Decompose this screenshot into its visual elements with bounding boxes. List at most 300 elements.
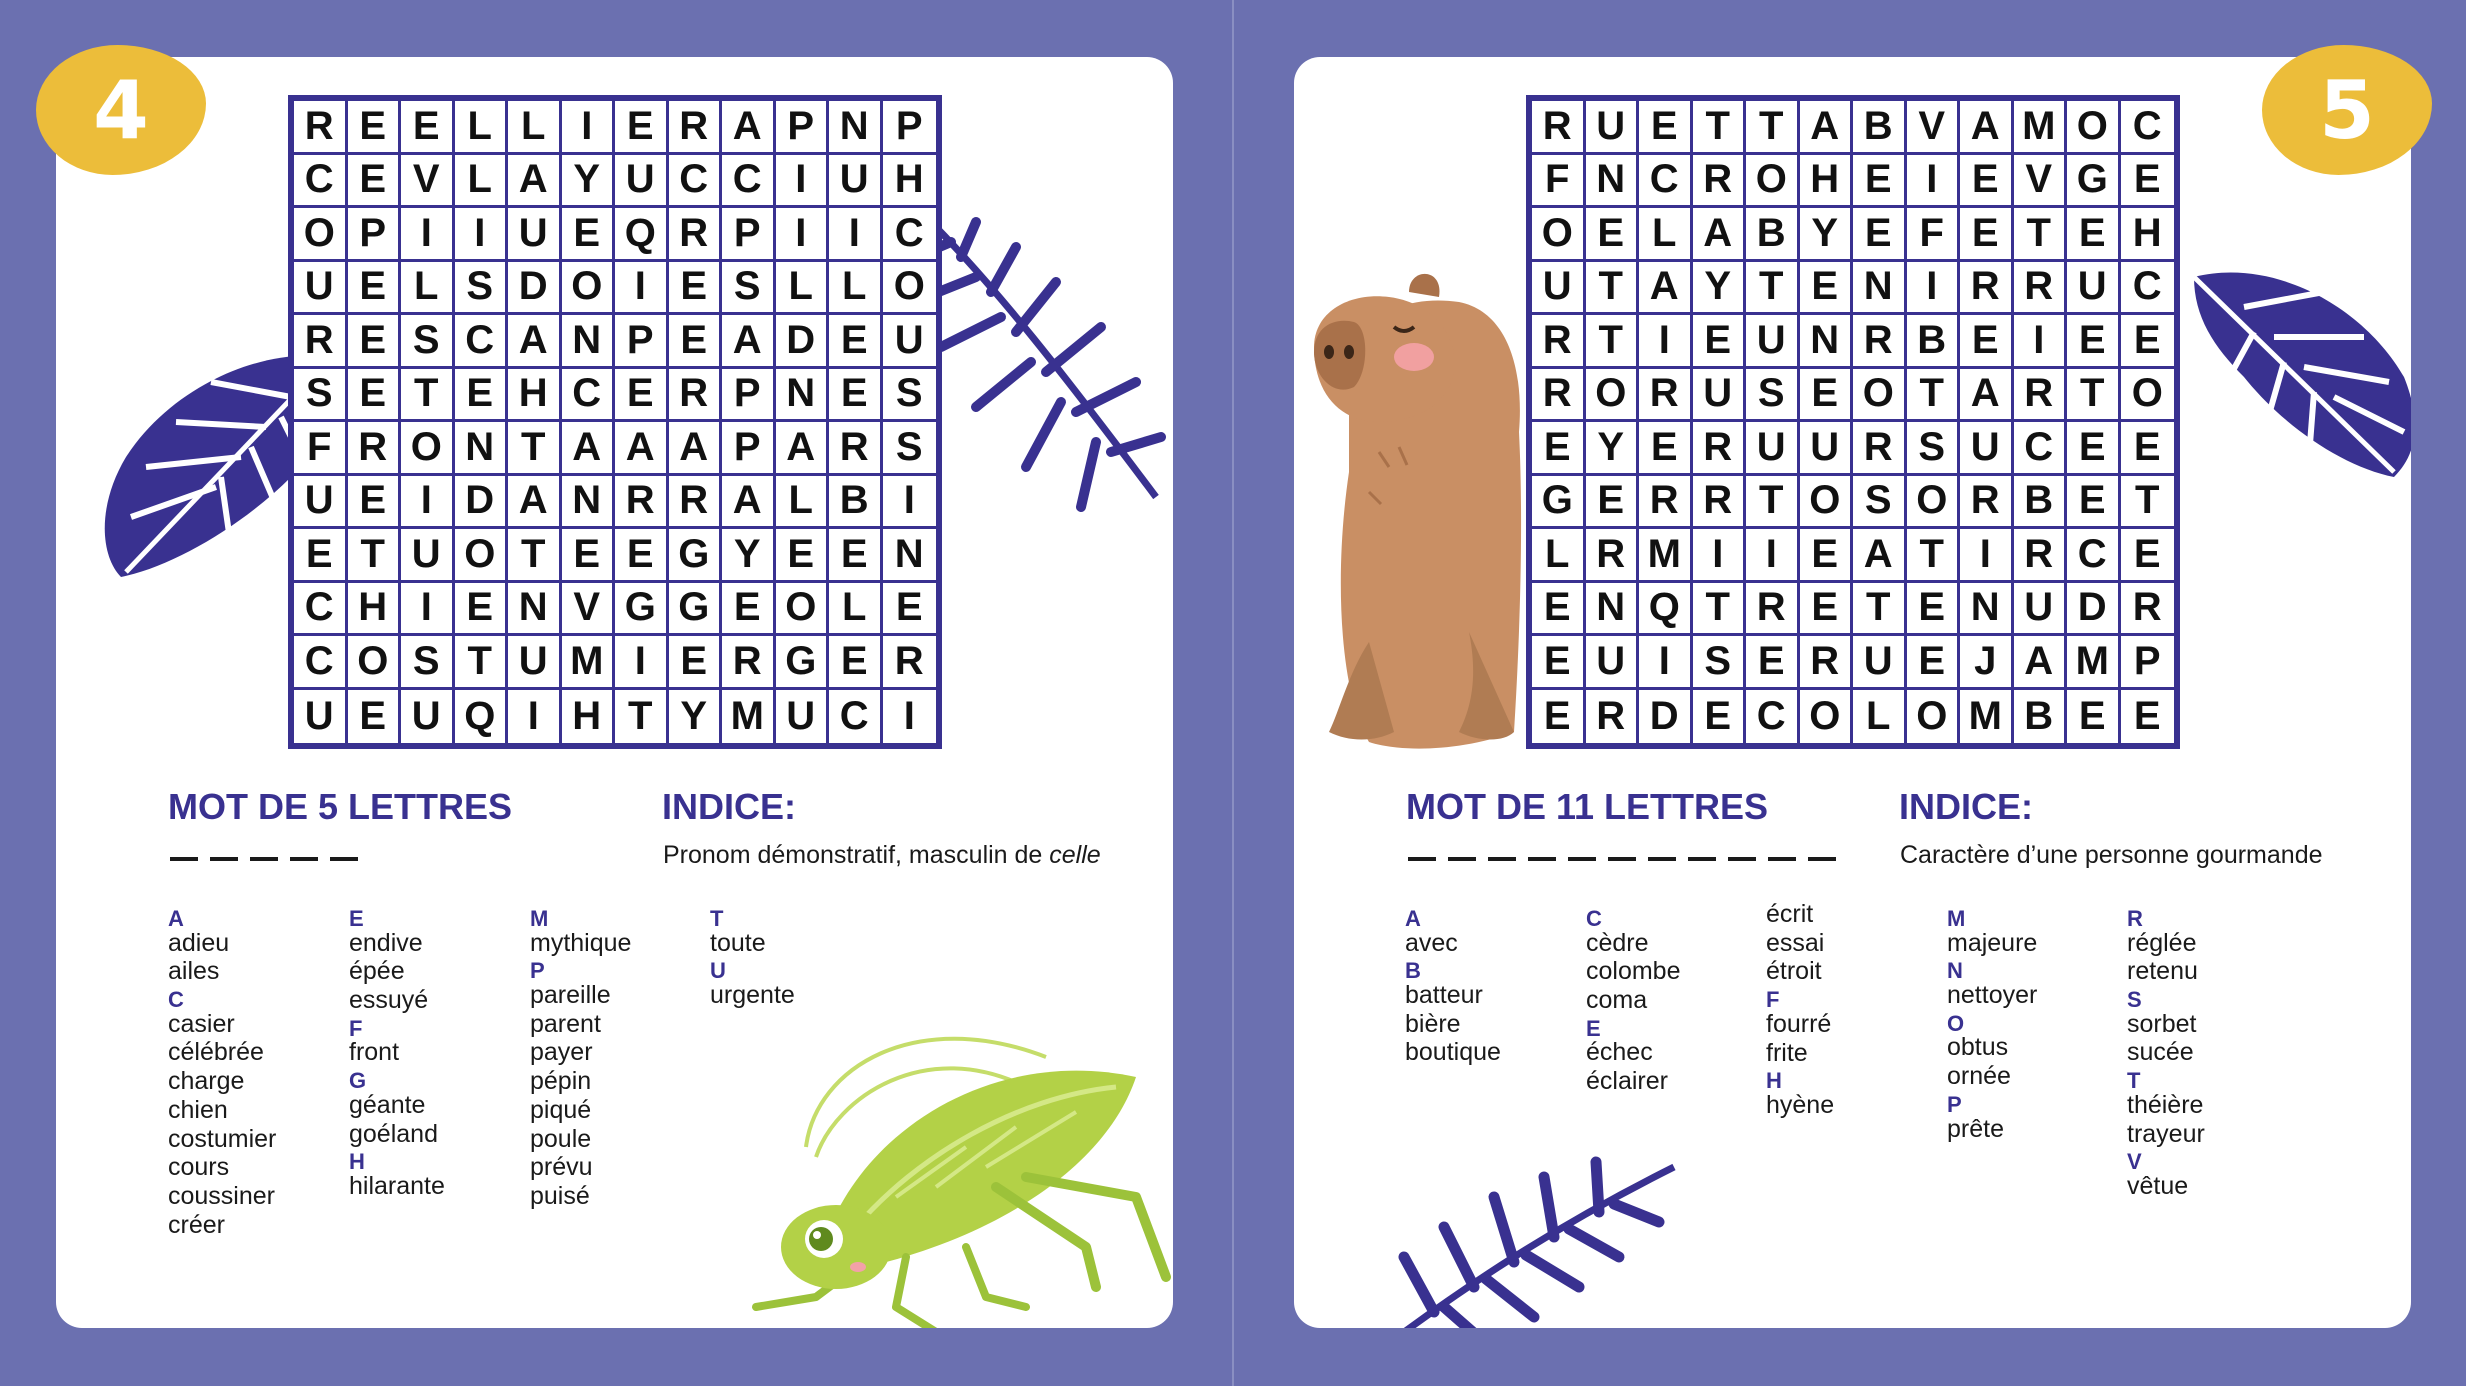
grid-cell[interactable]: D [2067,583,2121,637]
grid-cell[interactable]: E [1639,422,1693,476]
grid-cell[interactable]: U [829,155,883,209]
grid-cell[interactable]: N [1586,583,1640,637]
grid-cell[interactable]: C [294,636,348,690]
grid-cell[interactable]: R [1693,422,1747,476]
grid-cell[interactable]: T [508,529,562,583]
grid-cell[interactable]: R [2014,369,2068,423]
grid-cell[interactable]: O [562,262,616,316]
grid-cell[interactable]: S [1693,636,1747,690]
grid-cell[interactable]: E [348,315,402,369]
grid-cell[interactable]: N [883,529,937,583]
grid-cell[interactable]: O [776,583,830,637]
grid-cell[interactable]: E [1907,636,1961,690]
grid-cell[interactable]: Y [1693,262,1747,316]
grid-cell[interactable]: B [829,476,883,530]
grid-cell[interactable]: B [1907,315,1961,369]
grid-cell[interactable]: E [829,636,883,690]
grid-cell[interactable]: R [669,369,723,423]
grid-cell[interactable]: D [455,476,509,530]
grid-cell[interactable]: E [1693,690,1747,744]
grid-cell[interactable]: R [1693,155,1747,209]
grid-cell[interactable]: E [348,155,402,209]
grid-cell[interactable]: P [776,101,830,155]
grid-cell[interactable]: E [348,101,402,155]
grid-cell[interactable]: T [348,529,402,583]
grid-cell[interactable]: O [1907,476,1961,530]
grid-cell[interactable]: E [1532,422,1586,476]
grid-cell[interactable]: M [722,690,776,744]
grid-cell[interactable]: E [1586,208,1640,262]
answer-blank[interactable] [1448,857,1476,861]
grid-cell[interactable]: I [615,262,669,316]
grid-cell[interactable]: E [1639,101,1693,155]
grid-cell[interactable]: S [883,422,937,476]
grid-cell[interactable]: I [401,208,455,262]
grid-cell[interactable]: E [1853,155,1907,209]
grid-cell[interactable]: F [294,422,348,476]
grid-cell[interactable]: U [1800,422,1854,476]
grid-cell[interactable]: L [455,155,509,209]
grid-cell[interactable]: O [348,636,402,690]
grid-cell[interactable]: R [1586,690,1640,744]
grid-cell[interactable]: N [1800,315,1854,369]
grid-cell[interactable]: E [776,529,830,583]
grid-cell[interactable]: D [508,262,562,316]
grid-cell[interactable]: T [1746,101,1800,155]
grid-cell[interactable]: E [1800,369,1854,423]
grid-cell[interactable]: I [508,690,562,744]
grid-cell[interactable]: A [1853,529,1907,583]
grid-cell[interactable]: R [1693,476,1747,530]
grid-cell[interactable]: R [669,208,723,262]
grid-cell[interactable]: A [722,101,776,155]
grid-cell[interactable]: O [294,208,348,262]
grid-cell[interactable]: E [2121,422,2175,476]
grid-cell[interactable]: Y [562,155,616,209]
grid-cell[interactable]: A [1960,369,2014,423]
grid-cell[interactable]: I [883,476,937,530]
grid-cell[interactable]: C [562,369,616,423]
grid-cell[interactable]: I [615,636,669,690]
grid-cell[interactable]: Q [455,690,509,744]
grid-cell[interactable]: E [1532,636,1586,690]
grid-cell[interactable]: L [1639,208,1693,262]
grid-cell[interactable]: E [2121,315,2175,369]
grid-cell[interactable]: V [2014,155,2068,209]
grid-cell[interactable]: E [1532,690,1586,744]
grid-cell[interactable]: U [883,315,937,369]
grid-cell[interactable]: R [2014,529,2068,583]
answer-blank[interactable] [1808,857,1836,861]
grid-cell[interactable]: A [776,422,830,476]
grid-cell[interactable]: C [2121,262,2175,316]
grid-cell[interactable]: R [294,315,348,369]
grid-cell[interactable]: U [2014,583,2068,637]
grid-cell[interactable]: T [2014,208,2068,262]
grid-cell[interactable]: N [562,476,616,530]
grid-cell[interactable]: A [508,155,562,209]
grid-cell[interactable]: M [1960,690,2014,744]
grid-cell[interactable]: S [722,262,776,316]
grid-cell[interactable]: L [829,262,883,316]
grid-cell[interactable]: O [1532,208,1586,262]
answer-blank[interactable] [1648,857,1676,861]
grid-cell[interactable]: U [1693,369,1747,423]
grid-cell[interactable]: A [508,315,562,369]
grid-cell[interactable]: R [1586,529,1640,583]
grid-cell[interactable]: E [2067,422,2121,476]
grid-cell[interactable]: U [508,636,562,690]
grid-cell[interactable]: E [1693,315,1747,369]
grid-cell[interactable]: E [401,101,455,155]
grid-cell[interactable]: A [1639,262,1693,316]
grid-cell[interactable]: L [455,101,509,155]
grid-cell[interactable]: A [1960,101,2014,155]
grid-cell[interactable]: U [508,208,562,262]
grid-cell[interactable]: I [1907,262,1961,316]
grid-cell[interactable]: R [829,422,883,476]
grid-cell[interactable]: E [1800,583,1854,637]
grid-cell[interactable]: E [1960,315,2014,369]
grid-cell[interactable]: T [615,690,669,744]
grid-cell[interactable]: R [883,636,937,690]
grid-cell[interactable]: A [722,476,776,530]
grid-cell[interactable]: C [2014,422,2068,476]
grid-cell[interactable]: E [562,208,616,262]
grid-cell[interactable]: E [2067,315,2121,369]
answer-blank[interactable] [1688,857,1716,861]
grid-cell[interactable]: D [1639,690,1693,744]
grid-cell[interactable]: U [2067,262,2121,316]
grid-cell[interactable]: U [1746,315,1800,369]
grid-cell[interactable]: A [615,422,669,476]
grid-cell[interactable]: E [2067,690,2121,744]
grid-cell[interactable]: G [1532,476,1586,530]
grid-cell[interactable]: L [776,476,830,530]
grid-cell[interactable]: G [669,529,723,583]
grid-cell[interactable]: U [401,529,455,583]
grid-cell[interactable]: E [829,315,883,369]
grid-cell[interactable]: O [1907,690,1961,744]
grid-cell[interactable]: L [776,262,830,316]
answer-blank[interactable] [330,857,358,861]
grid-cell[interactable]: M [562,636,616,690]
grid-cell[interactable]: E [1907,583,1961,637]
grid-cell[interactable]: H [562,690,616,744]
grid-cell[interactable]: R [1532,315,1586,369]
grid-cell[interactable]: A [508,476,562,530]
grid-cell[interactable]: G [2067,155,2121,209]
grid-cell[interactable]: E [1800,262,1854,316]
grid-cell[interactable]: I [776,155,830,209]
grid-cell[interactable]: S [294,369,348,423]
grid-cell[interactable]: E [348,690,402,744]
grid-cell[interactable]: I [455,208,509,262]
grid-cell[interactable]: M [2067,636,2121,690]
grid-cell[interactable]: U [1853,636,1907,690]
grid-cell[interactable]: L [1853,690,1907,744]
grid-cell[interactable]: R [294,101,348,155]
grid-cell[interactable]: U [1746,422,1800,476]
grid-cell[interactable]: S [401,315,455,369]
grid-cell[interactable]: R [669,101,723,155]
grid-cell[interactable]: G [669,583,723,637]
grid-cell[interactable]: O [1853,369,1907,423]
grid-cell[interactable]: U [615,155,669,209]
answer-blank[interactable] [1408,857,1436,861]
grid-cell[interactable]: I [562,101,616,155]
grid-cell[interactable]: T [1693,583,1747,637]
grid-cell[interactable]: R [1639,369,1693,423]
grid-cell[interactable]: P [722,369,776,423]
grid-cell[interactable]: E [669,636,723,690]
grid-cell[interactable]: G [776,636,830,690]
grid-cell[interactable]: Q [1639,583,1693,637]
grid-cell[interactable]: E [883,583,937,637]
grid-cell[interactable]: P [615,315,669,369]
grid-cell[interactable]: T [1586,315,1640,369]
grid-cell[interactable]: M [1639,529,1693,583]
grid-cell[interactable]: T [401,369,455,423]
grid-cell[interactable]: E [615,101,669,155]
grid-cell[interactable]: B [1746,208,1800,262]
grid-cell[interactable]: T [2067,369,2121,423]
grid-cell[interactable]: P [348,208,402,262]
grid-cell[interactable]: B [2014,690,2068,744]
answer-blank[interactable] [1488,857,1516,861]
answer-blank[interactable] [1768,857,1796,861]
grid-cell[interactable]: L [401,262,455,316]
answer-blank[interactable] [1608,857,1636,861]
grid-cell[interactable]: H [2121,208,2175,262]
grid-cell[interactable]: E [2067,208,2121,262]
grid-cell[interactable]: L [508,101,562,155]
grid-cell[interactable]: C [2121,101,2175,155]
grid-cell[interactable]: T [1746,262,1800,316]
grid-cell[interactable]: C [294,155,348,209]
grid-cell[interactable]: O [883,262,937,316]
grid-cell[interactable]: I [1960,529,2014,583]
grid-cell[interactable]: R [615,476,669,530]
grid-cell[interactable]: I [1746,529,1800,583]
grid-cell[interactable]: A [2014,636,2068,690]
answer-blank[interactable] [1568,857,1596,861]
grid-cell[interactable]: E [455,583,509,637]
grid-cell[interactable]: T [1586,262,1640,316]
grid-cell[interactable]: A [722,315,776,369]
grid-cell[interactable]: R [1960,262,2014,316]
grid-cell[interactable]: E [829,369,883,423]
answer-blank[interactable] [210,857,238,861]
grid-cell[interactable]: I [903,693,915,738]
grid-cell[interactable]: E [348,262,402,316]
grid-cell[interactable]: U [294,476,348,530]
grid-cell[interactable]: N [562,315,616,369]
grid-cell[interactable]: I [1639,636,1693,690]
grid-cell[interactable]: E [615,529,669,583]
grid-cell[interactable]: T [1746,476,1800,530]
grid-cell[interactable]: E [348,369,402,423]
grid-cell[interactable]: U [1960,422,2014,476]
grid-cell[interactable]: R [1532,101,1586,155]
grid-cell[interactable]: B [2014,476,2068,530]
grid-cell[interactable]: O [1746,155,1800,209]
grid-cell[interactable]: E [294,529,348,583]
grid-cell[interactable]: R [2121,583,2175,637]
grid-cell[interactable]: E [1853,208,1907,262]
grid-cell[interactable]: E [562,529,616,583]
grid-cell[interactable]: R [348,422,402,476]
grid-cell[interactable]: I [2014,315,2068,369]
grid-cell[interactable]: E [1960,155,2014,209]
grid-cell[interactable]: E [1746,636,1800,690]
grid-cell[interactable]: E [722,583,776,637]
grid-cell[interactable]: N [455,422,509,476]
grid-cell[interactable]: A [669,422,723,476]
grid-cell[interactable]: Q [615,208,669,262]
grid-cell[interactable]: J [1960,636,2014,690]
grid-cell[interactable]: E [829,529,883,583]
grid-cell[interactable]: E [1586,476,1640,530]
grid-cell[interactable]: R [1853,315,1907,369]
grid-cell[interactable]: O [1800,476,1854,530]
grid-cell[interactable]: N [508,583,562,637]
grid-cell[interactable]: E [455,369,509,423]
grid-cell[interactable]: C [829,690,883,744]
grid-cell[interactable]: E [2121,529,2175,583]
grid-cell[interactable]: Y [669,690,723,744]
grid-cell[interactable]: Y [722,529,776,583]
grid-cell[interactable]: T [2121,476,2175,530]
grid-cell[interactable]: L [1532,529,1586,583]
grid-cell[interactable]: C [294,583,348,637]
grid-cell[interactable]: H [1800,155,1854,209]
grid-cell[interactable]: M [2014,101,2068,155]
grid-cell[interactable]: T [1907,369,1961,423]
grid-cell[interactable]: S [1907,422,1961,476]
grid-cell[interactable]: R [2014,262,2068,316]
grid-cell[interactable]: O [1800,690,1854,744]
grid-cell[interactable]: C [2067,529,2121,583]
grid-cell[interactable]: Y [1800,208,1854,262]
grid-cell[interactable]: O [401,422,455,476]
grid-cell[interactable]: N [1960,583,2014,637]
grid-cell[interactable]: I [776,208,830,262]
grid-cell[interactable]: R [1853,422,1907,476]
grid-cell[interactable]: A [1693,208,1747,262]
grid-cell[interactable]: V [401,155,455,209]
grid-cell[interactable]: V [562,583,616,637]
grid-cell[interactable]: S [883,369,937,423]
grid-cell[interactable]: F [1532,155,1586,209]
grid-cell[interactable]: O [1586,369,1640,423]
grid-cell[interactable]: E [2133,693,2161,738]
grid-cell[interactable]: T [508,422,562,476]
grid-cell[interactable]: E [669,262,723,316]
grid-cell[interactable]: U [401,690,455,744]
grid-cell[interactable]: R [1960,476,2014,530]
grid-cell[interactable]: S [401,636,455,690]
grid-cell[interactable]: I [1693,529,1747,583]
grid-cell[interactable]: A [1800,101,1854,155]
grid-cell[interactable]: N [1853,262,1907,316]
grid-cell[interactable]: O [2121,369,2175,423]
grid-cell[interactable]: E [615,369,669,423]
grid-cell[interactable]: I [1907,155,1961,209]
answer-blank[interactable] [170,857,198,861]
answer-blank[interactable] [290,857,318,861]
grid-cell[interactable]: O [2067,101,2121,155]
grid-cell[interactable]: R [669,476,723,530]
grid-cell[interactable]: T [1853,583,1907,637]
grid-cell[interactable]: U [776,690,830,744]
grid-cell[interactable]: C [1639,155,1693,209]
grid-cell[interactable]: I [401,583,455,637]
grid-cell[interactable]: I [401,476,455,530]
grid-cell[interactable]: H [883,155,937,209]
grid-cell[interactable]: R [1746,583,1800,637]
grid-cell[interactable]: I [1639,315,1693,369]
grid-cell[interactable]: E [2121,155,2175,209]
grid-cell[interactable]: D [776,315,830,369]
grid-cell[interactable]: U [294,690,348,744]
grid-cell[interactable]: I [829,208,883,262]
answer-blank[interactable] [1728,857,1756,861]
grid-cell[interactable]: C [883,208,937,262]
grid-cell[interactable]: Y [1586,422,1640,476]
grid-cell[interactable]: R [1532,369,1586,423]
grid-cell[interactable]: U [1586,636,1640,690]
grid-cell[interactable]: S [1853,476,1907,530]
grid-cell[interactable]: N [1586,155,1640,209]
grid-cell[interactable]: N [829,101,883,155]
grid-cell[interactable]: B [1853,101,1907,155]
grid-cell[interactable]: R [1639,476,1693,530]
grid-cell[interactable]: T [455,636,509,690]
grid-cell[interactable]: C [669,155,723,209]
grid-cell[interactable]: O [455,529,509,583]
grid-cell[interactable]: U [1532,262,1586,316]
grid-cell[interactable]: A [562,422,616,476]
grid-cell[interactable]: U [294,262,348,316]
grid-cell[interactable]: T [1693,101,1747,155]
grid-cell[interactable]: P [883,101,937,155]
grid-cell[interactable]: P [722,422,776,476]
grid-cell[interactable]: S [1746,369,1800,423]
grid-cell[interactable]: R [722,636,776,690]
grid-cell[interactable]: E [669,315,723,369]
grid-cell[interactable]: T [1907,529,1961,583]
grid-cell[interactable]: E [348,476,402,530]
answer-blank[interactable] [1528,857,1556,861]
grid-cell[interactable]: N [776,369,830,423]
grid-cell[interactable]: E [1800,529,1854,583]
answer-blank[interactable] [250,857,278,861]
grid-cell[interactable]: S [455,262,509,316]
grid-cell[interactable]: R [1800,636,1854,690]
grid-cell[interactable]: P [2121,636,2175,690]
grid-cell[interactable]: V [1907,101,1961,155]
grid-cell[interactable]: E [1532,583,1586,637]
grid-cell[interactable]: G [615,583,669,637]
grid-cell[interactable]: P [722,208,776,262]
grid-cell[interactable]: C [722,155,776,209]
grid-cell[interactable]: H [348,583,402,637]
grid-cell[interactable]: E [1960,208,2014,262]
grid-cell[interactable]: C [1746,690,1800,744]
grid-cell[interactable]: F [1907,208,1961,262]
grid-cell[interactable]: H [508,369,562,423]
